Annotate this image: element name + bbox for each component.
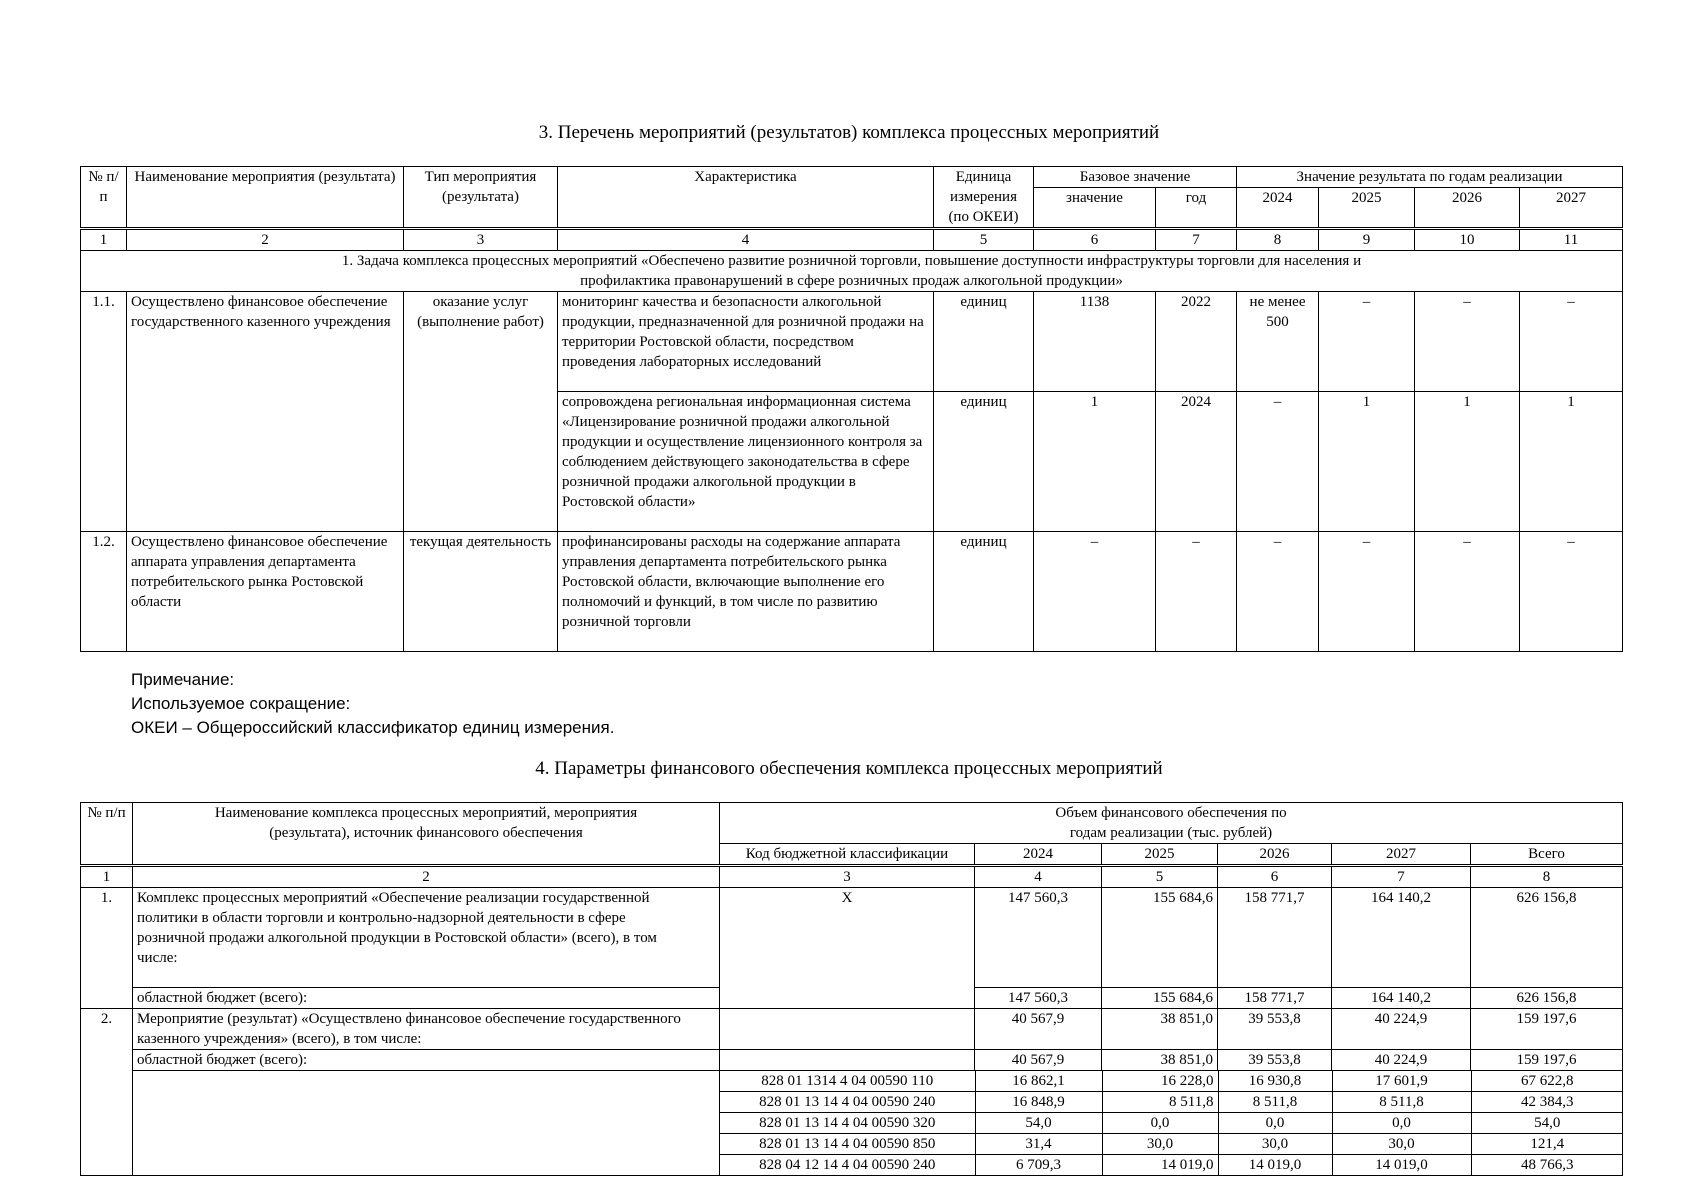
column-number: 4	[558, 230, 934, 251]
header-kbk: Код бюджетной классификации	[720, 844, 975, 865]
row-value-2027: 40 224,9	[1332, 1050, 1471, 1071]
row-kbk	[720, 1009, 975, 1050]
row-kbk: 828 04 12 14 4 04 00590 240	[720, 1155, 975, 1176]
row-value-2026: 30,0	[1218, 1134, 1332, 1155]
header-year-2025: 2025	[1102, 844, 1218, 865]
row-kbk: Х	[720, 888, 975, 1009]
row-budget-label: областной бюджет (всего):	[133, 988, 720, 1009]
row-value-2026: 8 511,8	[1218, 1092, 1332, 1113]
row-value-2025: 38 851,0	[1102, 1009, 1218, 1050]
row-kbk: 828 01 13 14 4 04 00590 320	[720, 1113, 975, 1134]
row-value-2024: –	[1237, 532, 1319, 652]
row-value-2024: 31,4	[975, 1134, 1102, 1155]
header-year-2026: 2026	[1415, 188, 1520, 228]
table-row	[81, 1050, 1623, 1071]
header-year-2025: 2025	[1319, 188, 1415, 228]
row-name: Комплекс процессных мероприятий «Обеспечение реализации государственной политики в области торговли и контрольно-надзорной деятельности в сфере розничной продажи алкогольной продукции в Ростовской области» (всего), в том числе:	[133, 888, 720, 988]
row-value-2025: 155 684,6	[1102, 888, 1218, 988]
column-number: 7	[1332, 867, 1471, 888]
code-rows	[720, 1071, 1623, 1176]
column-number: 4	[975, 867, 1102, 888]
table-row	[720, 1092, 1623, 1113]
column-number: 6	[1218, 867, 1332, 888]
column-number: 11	[1520, 230, 1623, 251]
header-year-2024: 2024	[1237, 188, 1319, 228]
row-num: 1.1.	[81, 292, 127, 532]
row-value-2027: 8 511,8	[1332, 1092, 1471, 1113]
header-year-2027: 2027	[1520, 188, 1623, 228]
header-num: № п/п	[81, 803, 133, 865]
row-value-2027: 40 224,9	[1332, 1009, 1471, 1050]
row-value-2026: –	[1415, 292, 1520, 392]
row-characteristic: сопровождена региональная информационная система «Лицензирование розничной продажи алкогольной продукции и осуществление лицензионного контроля за соблюдением действующего законодательства в сфере розничной продажи алкогольной продукции в Ростовской области»	[558, 392, 934, 532]
row-kbk: 828 01 13 14 4 04 00590 240	[720, 1092, 975, 1113]
column-number: 7	[1156, 230, 1237, 251]
header-volume: Объем финансового обеспечения по годам реализации (тыс. рублей)	[720, 803, 1623, 844]
row-value-2026: 16 930,8	[1218, 1071, 1332, 1092]
row-value-2025: –	[1319, 532, 1415, 652]
column-number: 9	[1319, 230, 1415, 251]
row-type: оказание услуг (выполнение работ)	[404, 292, 558, 532]
header-name: Наименование комплекса процессных мероприятий, мероприятия (результата), источник финансового обеспечения	[133, 803, 720, 865]
row-value-2027: 14 019,0	[1332, 1155, 1471, 1176]
note	[131, 668, 614, 740]
row-value-total: 67 622,8	[1471, 1071, 1623, 1092]
header-year-2024: 2024	[975, 844, 1102, 865]
row-value-2027: 0,0	[1332, 1113, 1471, 1134]
row-value-2026: 1	[1415, 392, 1520, 532]
row-base-year: 2024	[1156, 392, 1237, 532]
row-name: Мероприятие (результат) «Осуществлено финансовое обеспечение государственного казенного учреждения» (всего), в том числе:	[133, 1009, 720, 1050]
row-base-value: 1138	[1034, 292, 1156, 392]
column-number: 1	[81, 867, 133, 888]
header-base-value: значение	[1034, 188, 1156, 228]
row-kbk: 828 01 13 14 4 04 00590 850	[720, 1134, 975, 1155]
column-numbers-row	[81, 867, 1623, 888]
row-value-total: 626 156,8	[1471, 888, 1623, 988]
header-base: Базовое значение	[1034, 167, 1237, 188]
row-base-value: 1	[1034, 392, 1156, 532]
row-characteristic: мониторинг качества и безопасности алкогольной продукции, предназначенной для розничной продажи на территории Ростовской области, посредством проведения лабораторных исследований	[558, 292, 934, 392]
header-year-2027: 2027	[1332, 844, 1471, 865]
row-value-2024: 147 560,3	[975, 988, 1102, 1009]
row-value-2025: 38 851,0	[1102, 1050, 1218, 1071]
table-row	[720, 1113, 1623, 1134]
task-row: 1. Задача комплекса процессных мероприятий «Обеспечено развитие розничной торговли, повышение доступности инфраструктуры торговли для населения и профилактика правонарушений в сфере розничных продаж алкогольной продукции»	[81, 251, 1623, 292]
row-base-year: –	[1156, 532, 1237, 652]
column-number: 2	[127, 230, 404, 251]
row-name: Осуществлено финансовое обеспечение аппарата управления департамента потребительского рынка Ростовской области	[127, 532, 404, 652]
row-value-2026: 39 553,8	[1218, 1009, 1332, 1050]
table-row	[81, 1071, 1623, 1176]
note-title: Примечание:	[131, 670, 235, 689]
financing-table	[80, 802, 1623, 1176]
header-type: Тип мероприятия (результата)	[404, 167, 558, 228]
row-value-total: 54,0	[1471, 1113, 1623, 1134]
row-value-total: 121,4	[1471, 1134, 1623, 1155]
row-value-total: 42 384,3	[1471, 1092, 1623, 1113]
row-value-2026: 0,0	[1218, 1113, 1332, 1134]
row-value-2026: 14 019,0	[1218, 1155, 1332, 1176]
row-value-2024: 6 709,3	[975, 1155, 1102, 1176]
row-num: 1.2.	[81, 532, 127, 652]
header-base-year: год	[1156, 188, 1237, 228]
results-table	[80, 166, 1623, 652]
row-value-2027: 164 140,2	[1332, 888, 1471, 988]
row-value-total: 159 197,6	[1471, 1050, 1623, 1071]
row-value-2024: 16 862,1	[975, 1071, 1102, 1092]
row-value-2027: 30,0	[1332, 1134, 1471, 1155]
table-row	[81, 532, 1623, 652]
row-value-2024: 16 848,9	[975, 1092, 1102, 1113]
note-abbreviation-label: Используемое сокращение:	[131, 694, 351, 713]
row-value-2024: –	[1237, 392, 1319, 532]
code-subtable	[720, 1071, 1623, 1175]
section-4-title: 4. Параметры финансового обеспечения комплекса процессных мероприятий	[535, 758, 1163, 779]
column-number: 10	[1415, 230, 1520, 251]
table-row	[81, 1009, 1623, 1050]
row-value-2027: 164 140,2	[1332, 988, 1471, 1009]
row-value-2027: 17 601,9	[1332, 1071, 1471, 1092]
row-value-2026: –	[1415, 532, 1520, 652]
row-value-2024: 40 567,9	[975, 1050, 1102, 1071]
row-value-2024: не менее 500	[1237, 292, 1319, 392]
row-type: текущая деятельность	[404, 532, 558, 652]
column-number: 5	[1102, 867, 1218, 888]
row-unit: единиц	[934, 532, 1034, 652]
table-row	[81, 888, 1623, 988]
row-budget-label: областной бюджет (всего):	[133, 1050, 720, 1071]
header-total: Всего	[1471, 844, 1623, 865]
row-num: 1.	[81, 888, 133, 1009]
header-num: № п/п	[81, 167, 127, 228]
row-unit: единиц	[934, 292, 1034, 392]
row-unit: единиц	[934, 392, 1034, 532]
row-name: Осуществлено финансовое обеспечение государственного казенного учреждения	[127, 292, 404, 532]
column-number: 5	[934, 230, 1034, 251]
column-number: 3	[404, 230, 558, 251]
row-value-2024: 54,0	[975, 1113, 1102, 1134]
row-value-total: 159 197,6	[1471, 1009, 1623, 1050]
row-base-value: –	[1034, 532, 1156, 652]
column-number: 6	[1034, 230, 1156, 251]
row-value-2026: 158 771,7	[1218, 988, 1332, 1009]
row-value-2027: –	[1520, 532, 1623, 652]
table-row	[720, 1071, 1623, 1092]
row-value-2025: 8 511,8	[1102, 1092, 1218, 1113]
row-value-2024: 147 560,3	[975, 888, 1102, 988]
row-value-2025: 1	[1319, 392, 1415, 532]
table-row	[81, 292, 1623, 392]
row-value-2027: –	[1520, 292, 1623, 392]
header-year-2026: 2026	[1218, 844, 1332, 865]
row-value-2025: –	[1319, 292, 1415, 392]
row-kbk	[720, 1050, 975, 1071]
row-empty-name	[133, 1071, 720, 1176]
row-value-2025: 30,0	[1102, 1134, 1218, 1155]
table-row	[720, 1155, 1623, 1176]
row-kbk: 828 01 1314 4 04 00590 110	[720, 1071, 975, 1092]
row-value-2025: 155 684,6	[1102, 988, 1218, 1009]
column-number: 8	[1471, 867, 1623, 888]
row-base-year: 2022	[1156, 292, 1237, 392]
row-value-total: 48 766,3	[1471, 1155, 1623, 1176]
row-value-2027: 1	[1520, 392, 1623, 532]
row-value-total: 626 156,8	[1471, 988, 1623, 1009]
column-number: 1	[81, 230, 127, 251]
table-row	[720, 1134, 1623, 1155]
row-value-2026: 39 553,8	[1218, 1050, 1332, 1071]
row-value-2025: 16 228,0	[1102, 1071, 1218, 1092]
row-value-2026: 158 771,7	[1218, 888, 1332, 988]
row-characteristic: профинансированы расходы на содержание аппарата управления департамента потребительского рынка Ростовской области, включающие выполнение его полномочий и функций, в том числе по развитию розничной торговли	[558, 532, 934, 652]
header-years-group: Значение результата по годам реализации	[1237, 167, 1623, 188]
header-unit: Единица измерения (по ОКЕИ)	[934, 167, 1034, 228]
section-3-title: 3. Перечень мероприятий (результатов) комплекса процессных мероприятий	[538, 122, 1160, 143]
row-value-2025: 14 019,0	[1102, 1155, 1218, 1176]
column-number: 3	[720, 867, 975, 888]
header-name: Наименование мероприятия (результата)	[127, 167, 404, 228]
column-number: 2	[133, 867, 720, 888]
note-abbreviation: ОКЕИ – Общероссийский классификатор единиц измерения.	[131, 718, 615, 737]
column-numbers-row	[81, 230, 1623, 251]
header-characteristic: Характеристика	[558, 167, 934, 228]
column-number: 8	[1237, 230, 1319, 251]
row-value-2024: 40 567,9	[975, 1009, 1102, 1050]
row-num: 2.	[81, 1009, 133, 1176]
row-value-2025: 0,0	[1102, 1113, 1218, 1134]
